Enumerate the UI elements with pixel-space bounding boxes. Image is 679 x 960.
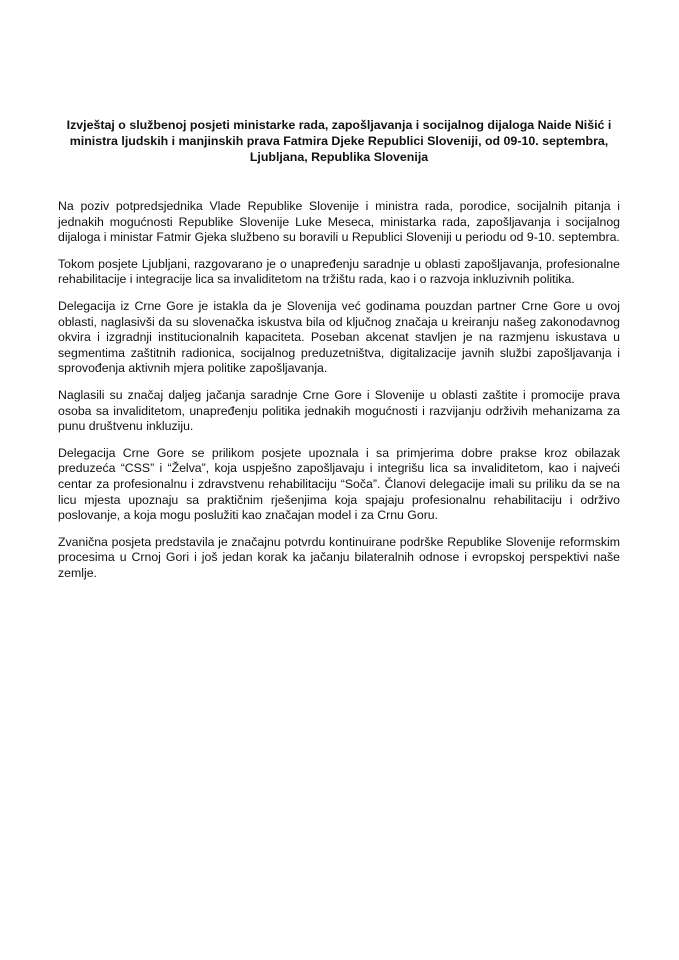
document-title: Izvještaj o službenoj posjeti ministarke rada, zapošljavanja i socijalnog dijaloga Naide Nišić i ministra ljudskih i manjinskih prava Fatmira Djeke Republici Sloveniji, od 09-10. septembra, Ljubljana, Republika Slovenija (66, 118, 612, 164)
document-body (58, 199, 620, 592)
paragraph: Na poziv potpredsjednika Vlade Republike Slovenije i ministra rada, porodice, socijalnih pitanja i jednakih mogućnosti Republike Slovenije Luke Meseca, ministarka rada, zapošljavanja i socijalnog dijaloga i ministar Fatmir Gjeka službeno su boravili u Republici Sloveniji u periodu od 9-10. septembra. (58, 199, 620, 245)
paragraph: Tokom posjete Ljubljani, razgovarano je o unapređenju saradnje u oblasti zapošljavanja, profesionalne rehabilitacije i integracije lica sa invaliditetom na tržištu rada, kao i o razvoja inkluzivnih politika. (58, 256, 620, 287)
paragraph: Delegacija iz Crne Gore je istakla da je Slovenija već godinama pouzdan partner Crne Gore u ovoj oblasti, naglasivši da su slovenačka iskustva bila od ključnog značaja u kreiranju našeg zakonodavnog okvira i izgradnji institucionalnih kapaciteta. Poseban akcenat stavljen je na razmjenu iskustava u segmentima zaštitnih radionica, socijalnog preduzetništva, digitalizacije javnih službi zapošljavanja i sprovođenja aktivnih mjera politike zapošljavanja. (58, 298, 620, 376)
paragraph: Delegacija Crne Gore se prilikom posjete upoznala i sa primjerima dobre prakse kroz obilazak preduzeća “CSS” i “Želva”, koja uspješno zapošljavaju i integrišu lica sa invaliditetom, kao i najveći centar za profesionalnu i zdravstvenu rehabilitaciju “Soča”. Članovi delegacije imali su priliku da se na licu mjesta upoznaju sa praktičnim rješenjima koja spajaju profesionalnu rehabilitaciju i održivo poslovanje, a koja mogu poslužiti kao značajan model i za Crnu Goru. (58, 445, 620, 523)
paragraph: Zvanična posjeta predstavila je značajnu potvrdu kontinuirane podrške Republike Slovenije reformskim procesima u Crnoj Gori i još jedan korak ka jačanju bilateralnih odnose i evropskoj perspektivi naše zemlje. (58, 534, 620, 580)
paragraph: Naglasili su značaj daljeg jačanja saradnje Crne Gore i Slovenije u oblasti zaštite i promocije prava osoba sa invaliditetom, unapređenju politika jednakih mogućnosti i razvijanju održivih mehanizama za punu društvenu inkluziju. (58, 387, 620, 434)
